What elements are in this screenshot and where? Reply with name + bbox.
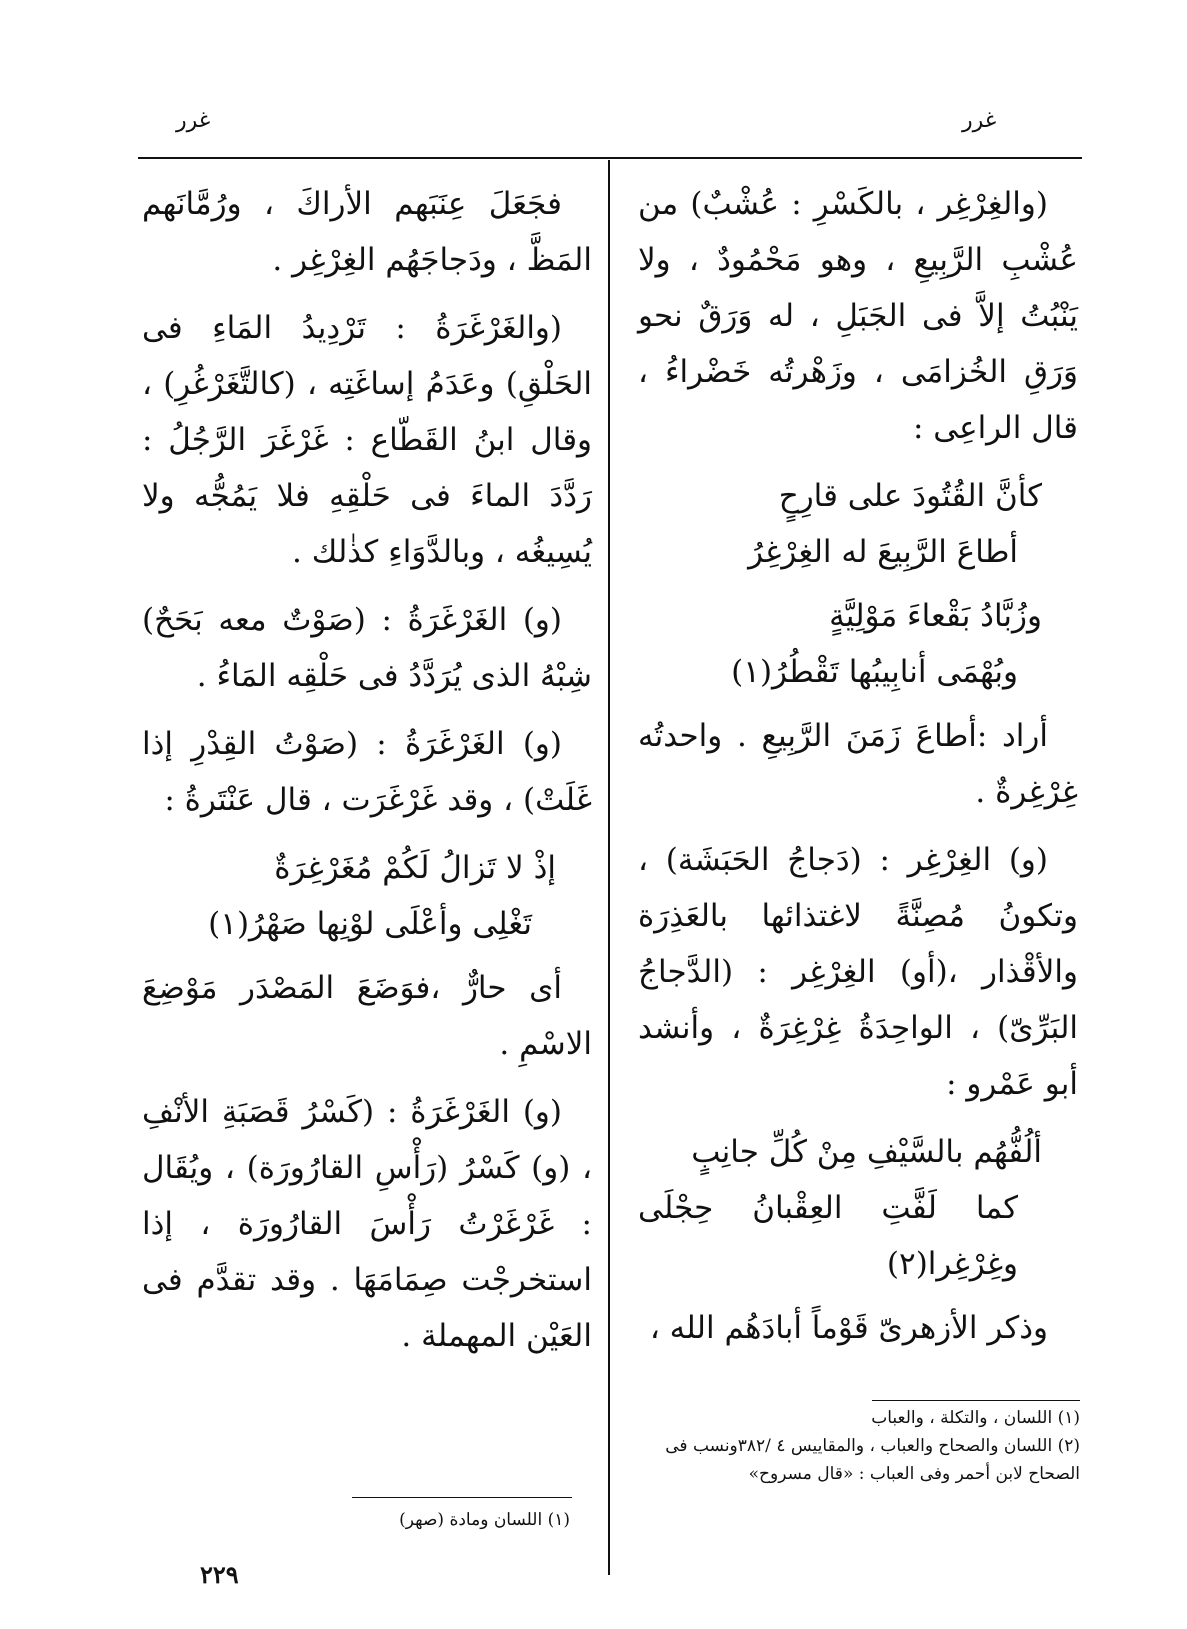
left-paragraph-5: أى حارٌّ ،فوَضَعَ المَصْدَر مَوْضِعَ الاسْمِ . (142, 970, 592, 1062)
column-divider (608, 160, 610, 1575)
right-paragraph-2: أراد :أطاعَ زَمَنَ الرَّبِيعِ . واحدتُه غِرْغِرةٌ . (638, 718, 1078, 810)
right-verse-3-line-2: كما لَفَّتِ العِقْبانُ حِجْلَى وغِرْغِرا(٢) (638, 1190, 1018, 1282)
left-paragraph-2: (والغَرْغَرَةُ : تَرْدِيدُ المَاءِ فى الحَلْقِ) وعَدَمُ إساغَتِه ، (كالتَّغَرْغُرِ) ، وقال ابنُ القَطّاع : غَرْغَرَ الرَّجُلُ : رَدَّدَ الماءَ فى حَلْقِهِ فلا يَمُجُّه ولا يُسِيغُه ، وبالدَّوَاءِ كذٰلك . (142, 310, 592, 570)
right-paragraph-1: (والغِرْغِر ، بالكَسْرِ : عُشْبٌ) من عُشْبِ الرَّبِيعِ ، وهو مَحْمُودٌ ، ولا يَنْبُتُ إلاَّ فى الجَبَلِ ، له وَرَقٌ نحو وَرَقِ الخُزامَى ، وزَهْرتُه خَضْراءُ ، قال الراعِى : (638, 186, 1078, 446)
running-head-left: غرر (176, 108, 211, 133)
left-paragraph-3: (و) الغَرْغَرَةُ : (صَوْتٌ معه بَحَحٌ) شِبْهُ الذى يُرَدَّدُ فى حَلْقِه المَاءُ . (142, 602, 592, 694)
left-paragraph-6: (و) الغَرْغَرَةُ : (كَسْرُ قَصَبَةِ الأنْفِ ، (و) كَسْرُ (رَأْسِ القارُورَة) ، ويُقَال : غَرْغَرْتُ رَأْسَ القارُورَة ، إذا استخرجْت صِمَامَهَا . وقد تقدَّم فى العَيْن المهملة . (142, 1094, 592, 1354)
right-verse-3-line-1: ألُفُّهُم بالسَّيْفِ مِنْ كُلِّ جانِبٍ (691, 1134, 1042, 1170)
right-verse-3 (638, 1124, 1078, 1292)
right-footnotes (640, 1404, 1080, 1488)
left-footnotes (330, 1506, 570, 1534)
running-head-right: غرر (962, 108, 997, 133)
left-column (142, 176, 592, 1376)
left-paragraph-4: (و) الغَرْغَرَةُ : (صَوْتُ القِدْرِ إذا غَلَتْ) ، وقد غَرْغَرَت ، قال عَنْتَرةُ : (142, 726, 592, 818)
left-footnote-1: (١) اللسان ومادة (صهر) (399, 1510, 570, 1530)
right-verse-2-line-2: وبُهْمَى أنابِيبُها تَقْطُرُ(١) (731, 654, 1018, 690)
left-footnote-rule (352, 1497, 572, 1498)
left-paragraph-1: فجَعَلَ عِنَبَهم الأراكَ ، ورُمَّانَهم المَظَّ ، ودَجاجَهُم الغِرْغِر . (142, 186, 592, 278)
right-verse-2 (638, 588, 1078, 700)
right-footnote-1: (١) اللسان ، والتكلة ، والعباب (871, 1408, 1080, 1428)
right-footnote-rule (872, 1400, 1080, 1401)
right-column (638, 176, 1078, 1368)
header-rule (138, 157, 1082, 159)
left-verse (142, 840, 592, 952)
right-verse-1 (638, 468, 1078, 580)
left-verse-line-2: تَغْلِى وأعْلَى لوْنِها صَهْرُ(١) (208, 906, 532, 942)
left-verse-line-1: إذْ لا تَزالُ لَكُمْ مُغَرْغِرَةٌ (274, 850, 556, 886)
right-footnote-2: (٢) اللسان والصحاح والعباب ، والمقاييس ٤ /٣٨٢ونسب فى الصحاح لابن أحمر وفى العباب : «قال مسروح» (665, 1436, 1080, 1484)
right-verse-2-line-1: وزُبَّادُ بَقْعاءَ مَوْلِيَّةٍ (829, 598, 1042, 634)
right-paragraph-4: وذكر الأزهرىّ قَوْماً أبادَهُم الله ، (649, 1310, 1048, 1346)
right-verse-1-line-1: كأنَّ القُتُودَ على قارِحٍ (778, 478, 1042, 514)
page-number: ٢٢٩ (200, 1560, 239, 1589)
right-verse-1-line-2: أطاعَ الرَّبِيعَ له الغِرْغِرُ (748, 534, 1018, 570)
right-paragraph-3: (و) الغِرْغِر : (دَجاجُ الحَبَشَة) ، وتكونُ مُصِنَّةً لاغتذائها بالعَذِرَة والأقْذار ،(أو) الغِرْغِر : (الدَّجاجُ البَرِّىّ) ، الواحِدَةُ غِرْغِرَةٌ ، وأنشد أبو عَمْرو : (638, 842, 1078, 1102)
